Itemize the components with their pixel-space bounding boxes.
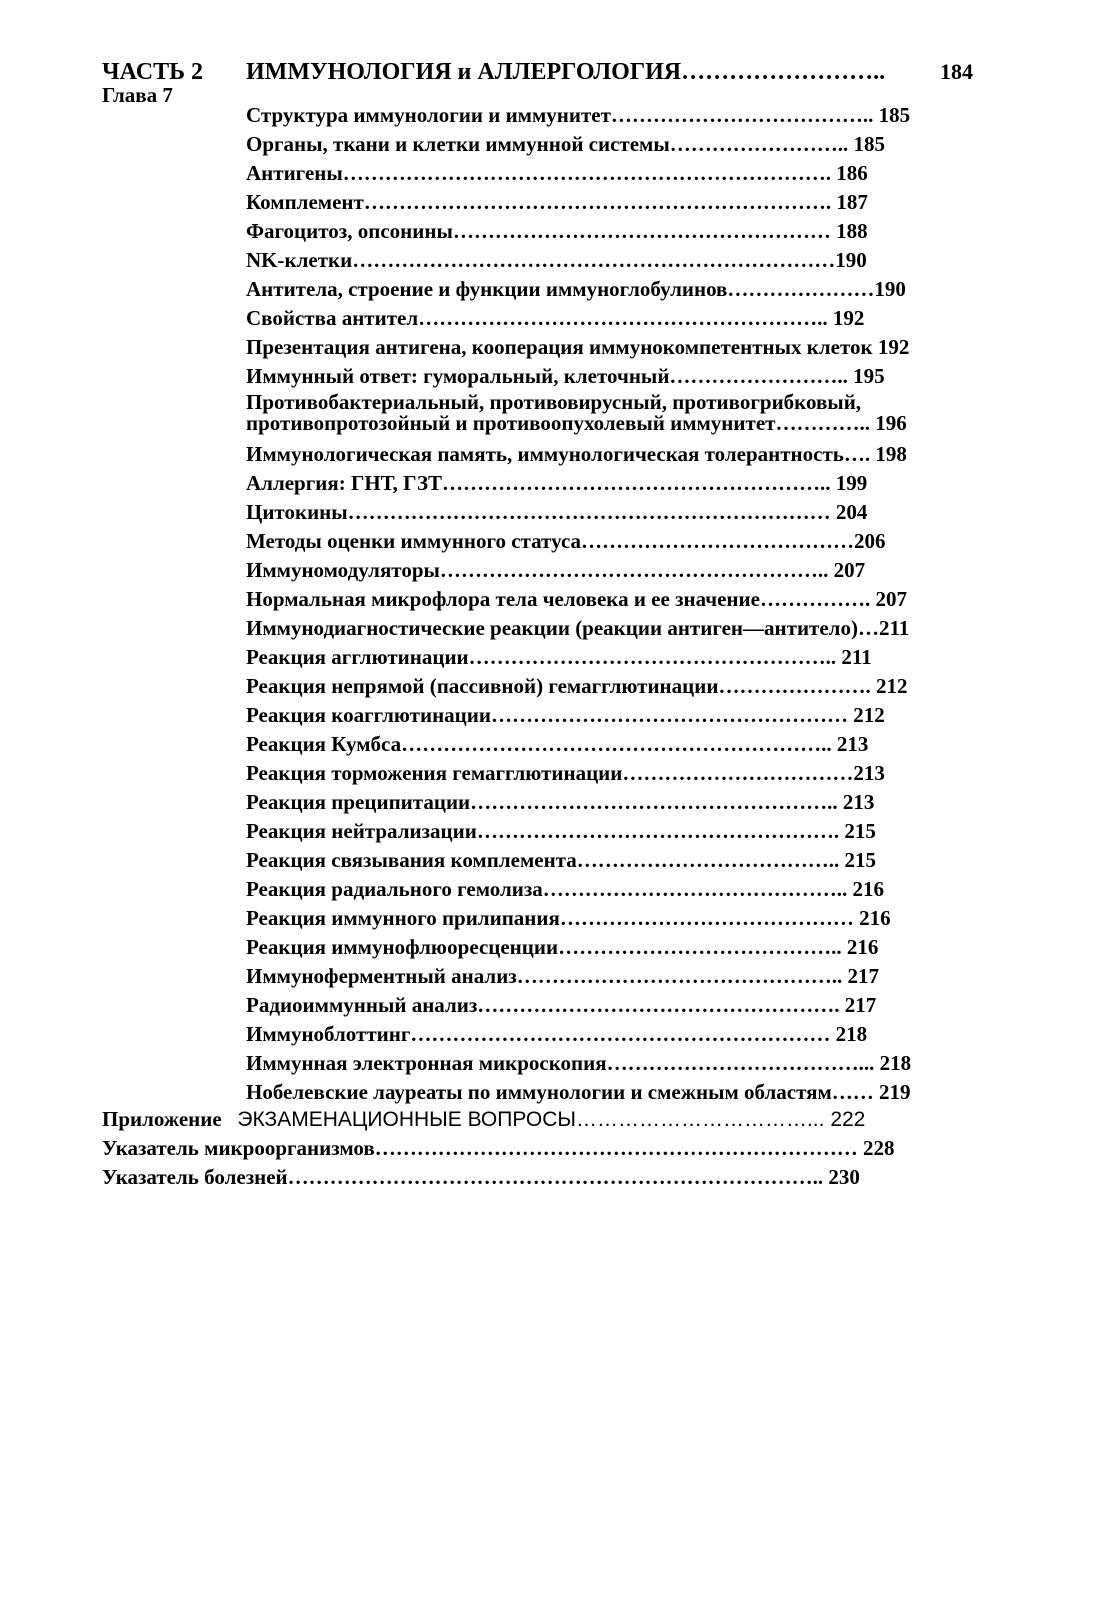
toc-entry: Реакция агглютинации…………………………………………….. 211: [246, 645, 872, 669]
index-entry: Указатель болезней………………………………………………………………….. 230: [102, 1165, 860, 1189]
toc-entry: Свойства антител………………………………………………….. 192: [246, 306, 865, 330]
toc-entry: Реакция связывания комплемента……………………………….. 215: [246, 848, 876, 872]
toc-entry: Реакция иммунофлюоресценции………………………………….. 216: [246, 935, 879, 959]
toc-entry: Иммунологическая память, иммунологическая толерантность…. 198: [246, 442, 907, 466]
toc-entry: Противобактериальный, противовирусный, противогрибковый, противопротозойный и противоопухолевый иммунитет………….. 196: [246, 391, 907, 435]
toc-entry: Антитела, строение и функции иммуноглобулинов…………………190: [246, 277, 906, 301]
toc-entry: Нормальная микрофлора тела человека и ее значение……………. 207: [246, 587, 907, 611]
toc-entry: Иммунодиагностические реакции (реакции антиген—антитело)…211: [246, 616, 910, 640]
toc-entry: Органы, ткани и клетки иммунной системы…………………….. 185: [246, 132, 885, 156]
toc-entry: Радиоиммунный анализ……………………………………………. 217: [246, 993, 877, 1017]
index-entry: Указатель микроорганизмов…………………………………………………………… 228: [102, 1136, 895, 1160]
toc-entry: Иммунная электронная микроскопия………………………………... 218: [246, 1051, 912, 1075]
toc-entry: Иммуноблоттинг…………………………………………………… 218: [246, 1022, 868, 1046]
toc-entry: Комплемент…………………………………………………………. 187: [246, 190, 868, 214]
toc-entry: Аллергия: ГНТ, ГЗТ……………………………………………….. 199: [246, 471, 868, 495]
appendix-title: ЭКЗАМЕНАЦИОННЫЕ ВОПРОСЫ……………………………... 222: [237, 1108, 866, 1131]
toc-entry: Реакция торможения гемагглютинации……………………………213: [246, 761, 885, 785]
part-page-number: 184: [940, 59, 973, 84]
toc-entry: NK-клетки……………………………………………………………190: [246, 248, 867, 272]
toc-entry: Структура иммунологии и иммунитет……………………………….. 185: [246, 103, 911, 127]
chapter-label: Глава 7: [102, 83, 173, 107]
toc-entry: Реакция Кумбса…………………………………………………….. 213: [246, 732, 869, 756]
toc-list: [246, 101, 976, 1107]
toc-entry: Реакция радиального гемолиза…………………………………….. 216: [246, 877, 885, 901]
toc-entry: Антигены……………………………………………………………. 186: [246, 161, 868, 185]
toc-entry: Иммуноферментный анализ……………………………………….. 217: [246, 964, 879, 988]
part-label: ЧАСТЬ 2: [102, 59, 203, 85]
toc-entry: Реакция иммунного прилипания…………………………………… 216: [246, 906, 891, 930]
toc-entry: Реакция непрямой (пассивной) гемагглютинации…………………. 212: [246, 674, 908, 698]
toc-entry: Реакция коагглютинации…………………………………………… 212: [246, 703, 885, 727]
part-title: ИММУНОЛОГИЯ и АЛЛЕРГОЛОГИЯ……………………..: [246, 59, 886, 85]
toc-entry: Презентация антигена, кооперация иммунокомпетентных клеток 192: [246, 335, 910, 359]
toc-entry: Нобелевские лауреаты по иммунологии и смежным областям…… 219: [246, 1080, 911, 1104]
toc-entry: Фагоцитоз, опсонины……………………………………………… 188: [246, 219, 868, 243]
toc-entry: Цитокины…………………………………………………………… 204: [246, 500, 868, 524]
toc-entry: Реакция преципитации…………………………………………….. 213: [246, 790, 875, 814]
toc-entry: Методы оценки иммунного статуса…………………………………206: [246, 529, 886, 553]
appendix-label: Приложение: [102, 1107, 222, 1131]
appendix-entry: [102, 1105, 976, 1134]
toc-entry: Иммуномодуляторы……………………………………………….. 207: [246, 558, 866, 582]
toc-entry: Реакция нейтрализации……………………………………………. 215: [246, 819, 876, 843]
toc-entry: Иммунный ответ: гуморальный, клеточный…………………….. 195: [246, 364, 885, 388]
back-matter-list: [102, 1105, 976, 1192]
